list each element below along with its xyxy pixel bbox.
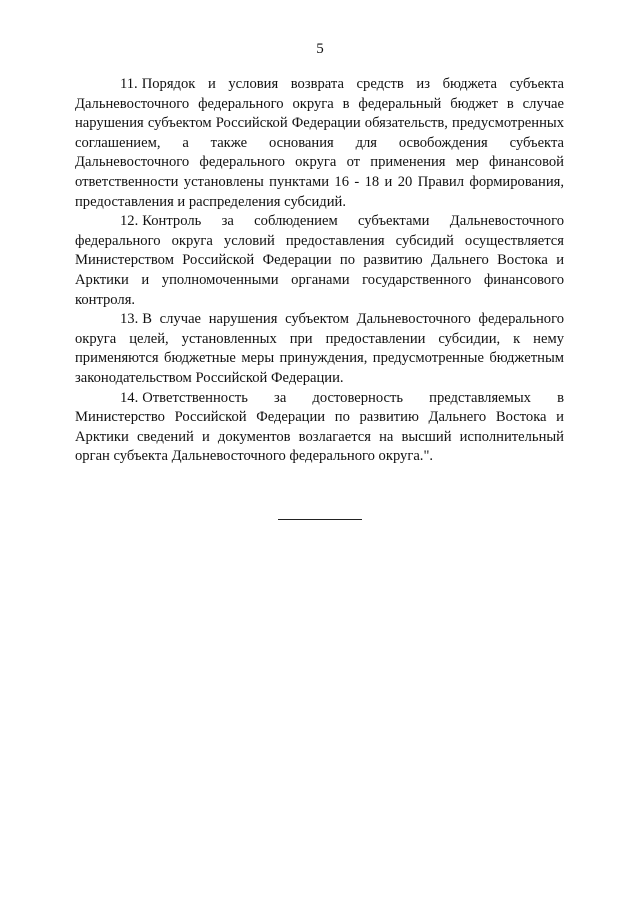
paragraph-text: В случае нарушения субъектом Дальневосточного федерального округа целей, установленных при предоставлении субсидии, к нему применяются бюджетные меры принуждения, предусмотренные бюджетным законодательством Российской Федерации. [75,311,564,386]
paragraph-number: 12. [120,213,139,230]
paragraph-number: 11. [120,76,138,92]
paragraph-text: Контроль за соблюдением субъектами Дальневосточного федерального округа условий предоставления субсидий осуществляется Министерством Российской Федерации по развитию Дальнего Востока и Арктики и уполномоченными органами государственного финансового контроля. [75,213,564,308]
page-number: 5 [316,41,324,57]
paragraph-11 [75,75,564,212]
paragraph-14 [75,389,564,467]
paragraph-13 [75,310,564,388]
paragraph-number: 14. [120,389,139,406]
paragraph-number: 13. [120,311,139,328]
document-body [75,75,564,467]
end-rule [278,519,362,520]
paragraph-text: Ответственность за достоверность представляемых в Министерство Российской Федерации по развитию Дальнего Востока и Арктики сведений и документов возлагается на высший исполнительный орган субъекта Дальневосточного федерального округа.". [75,389,564,465]
paragraph-12 [75,212,564,310]
paragraph-text: Порядок и условия возврата средств из бюджета субъекта Дальневосточного федерального округа в федеральный бюджет в случае нарушения субъектом Российской Федерации обязательств, предусмотренных соглашением, а также основания для освобождения субъекта Дальневосточного федерального округа от применения мер финансовой ответственности установлены пунктами 16 - 18 и 20 Правил формирования, предоставления и распределения субсидий. [75,76,564,210]
